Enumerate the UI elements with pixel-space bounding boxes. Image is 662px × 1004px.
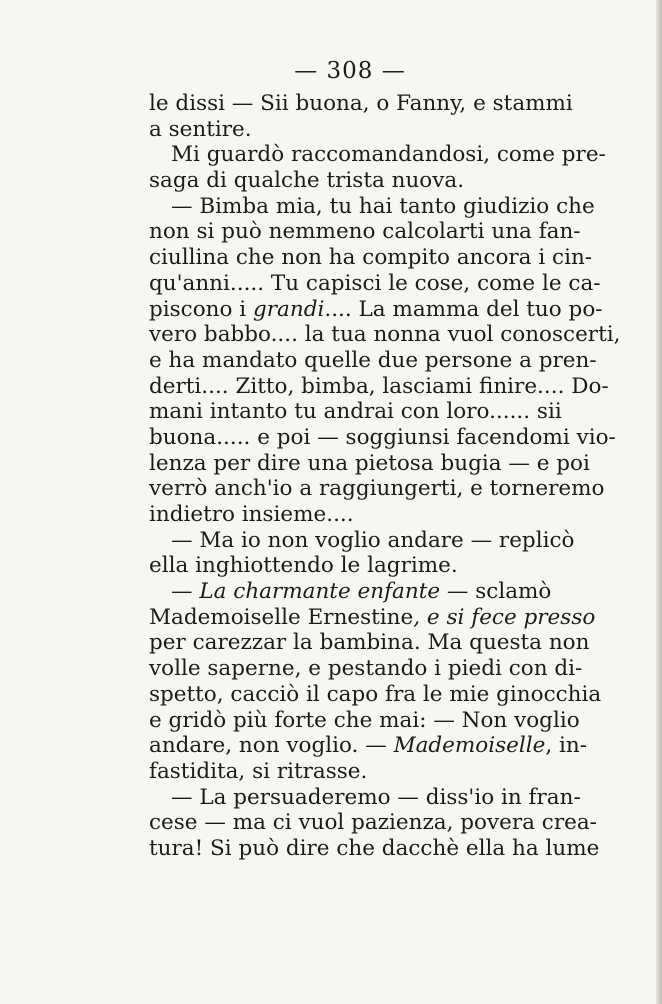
text-line [149, 579, 552, 605]
text-line: cese — ma ci vuol pazienza, povera crea- [149, 810, 597, 836]
italic-phrase: La charmante enfante [199, 579, 441, 605]
text-segment: , in- [545, 733, 587, 759]
text-line: — Bimba mia, tu hai tanto giudizio che [171, 193, 595, 219]
text-line: tura! Si può dire che dacchè ella ha lume [149, 835, 600, 861]
text-line: volle saperne, e pestando i piedi con di- [149, 656, 583, 682]
text-line: fastidita, si ritrasse. [149, 758, 368, 784]
text-line: vero babbo.... la tua nonna vuol conoscerti, [149, 322, 621, 348]
text-line: lenza per dire una pietosa bugia — e poi [149, 450, 590, 476]
text-line: a sentire. [149, 116, 252, 142]
text-line: per carezzar la bambina. Ma questa non [149, 630, 590, 656]
italic-phrase: , e si fece presso [413, 604, 596, 630]
text-line: e ha mandato quelle due persone a pren- [149, 347, 597, 373]
body-text [149, 91, 621, 862]
text-line: — Ma io non voglio andare — replicò [171, 527, 575, 553]
text-line: non si può nemmeno calcolarti una fan- [149, 219, 581, 245]
page-edge [656, 0, 662, 1004]
text-line: e gridò più forte che mai: — Non voglio [149, 707, 580, 733]
text-line: qu'anni..... Tu capisci le cose, come le ca- [149, 270, 601, 296]
italic-phrase: grandi [253, 296, 325, 322]
text-line: ella inghiottendo le lagrime. [149, 553, 458, 579]
text-line: buona..... e poi — soggiunsi facendomi vio- [149, 424, 616, 450]
page-number: — 308 — [294, 58, 406, 84]
text-line: verrò anch'io a raggiungerti, e torneremo [149, 476, 605, 502]
text-segment: .... La mamma del tuo po- [324, 296, 603, 322]
text-line: saga di qualche trista nuova. [149, 168, 465, 194]
text-line: — La persuaderemo — diss'io in fran- [171, 784, 581, 810]
text-line [149, 733, 587, 759]
text-line [149, 296, 603, 323]
text-segment: piscono i [149, 296, 253, 322]
text-segment: andare, non voglio. — [149, 733, 394, 759]
text-line: mani intanto tu andrai con loro...... sii [149, 399, 562, 425]
text-line: Mi guardò raccomandandosi, come pre- [171, 142, 606, 168]
text-line [149, 604, 596, 631]
text-segment: — sclamò [440, 579, 552, 605]
text-segment: Mademoiselle Ernestine [149, 604, 414, 630]
italic-phrase: Mademoiselle [393, 733, 546, 759]
text-line: ciullina che non ha compito ancora i cin- [149, 245, 593, 271]
text-line: derti.... Zitto, bimba, lasciami finire.... Do- [149, 373, 609, 399]
text-segment: — [171, 579, 200, 605]
text-line: indietro insieme.... [149, 502, 354, 527]
text-line: le dissi — Sii buona, o Fanny, e stammi [149, 91, 573, 116]
text-line: spetto, cacciò il capo fra le mie ginocchia [149, 681, 602, 707]
